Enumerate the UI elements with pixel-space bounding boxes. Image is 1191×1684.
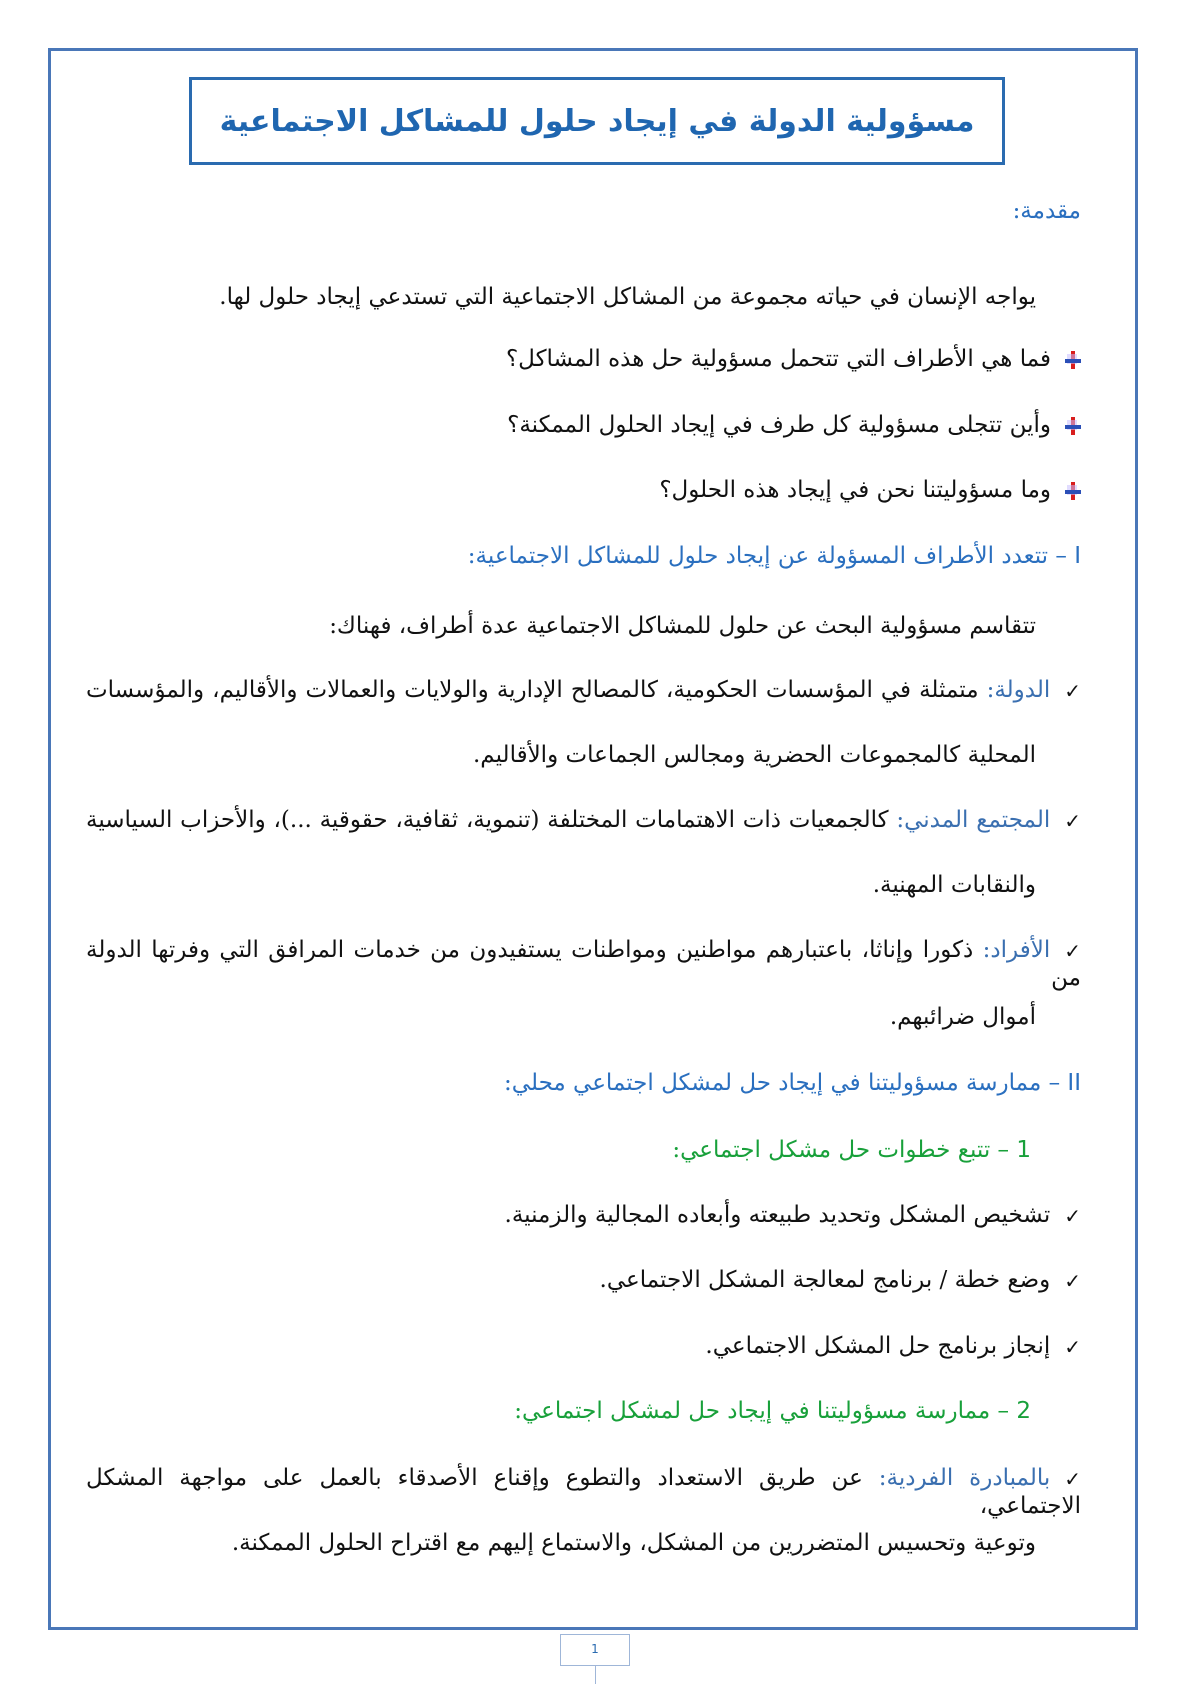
list-item-continuation: المحلية كالمجموعات الحضرية ومجالس الجماعات والأقاليم.	[473, 742, 1036, 768]
section-lead: تتقاسم مسؤولية البحث عن حلول للمشاكل الاجتماعية عدة أطراف، فهناك:	[329, 613, 1036, 639]
list-item: ✓الأفراد: ذكورا وإناثا، باعتبارهم مواطنين ومواطنات يستفيدون من خدمات المرافق التي وفرتها الدولة من	[86, 937, 1081, 991]
check-mark-icon: ✓	[1064, 1204, 1081, 1228]
list-item: ✓تشخيص المشكل وتحديد طبيعته وأبعاده المجالية والزمنية.	[504, 1202, 1081, 1228]
check-mark-icon: ✓	[1064, 1335, 1081, 1359]
list-item-continuation: وتوعية وتحسيس المتضررين من المشكل، والاستماع إليهم مع اقتراح الحلول الممكنة.	[231, 1530, 1036, 1556]
check-mark-icon: ✓	[1064, 809, 1081, 833]
question-item: فما هي الأطراف التي تتحمل مسؤولية حل هذه المشاكل؟	[506, 346, 1081, 374]
list-item-continuation: والنقابات المهنية.	[872, 872, 1036, 898]
list-item: ✓المجتمع المدني: كالجمعيات ذات الاهتمامات المختلفة (تنموية، ثقافية، حقوقية ...)، والأحزاب السياسية	[86, 807, 1081, 833]
section-heading: II – ممارسة مسؤوليتنا في إيجاد حل لمشكل اجتماعي محلي:	[504, 1070, 1081, 1096]
cross-bullet-icon	[1065, 417, 1081, 435]
list-item-continuation: أموال ضرائبهم.	[889, 1004, 1036, 1030]
list-item: ✓الدولة: متمثلة في المؤسسات الحكومية، كالمصالح الإدارية والولايات والعمالات والأقاليم، والمؤسسات	[86, 677, 1082, 703]
page-number-stem	[595, 1666, 596, 1684]
section-heading: I – تتعدد الأطراف المسؤولة عن إيجاد حلول للمشاكل الاجتماعية:	[467, 543, 1081, 569]
list-item: ✓وضع خطة / برنامج لمعالجة المشكل الاجتماعي.	[599, 1267, 1081, 1293]
list-item: ✓إنجاز برنامج حل المشكل الاجتماعي.	[705, 1333, 1081, 1359]
question-item: وأين تتجلى مسؤولية كل طرف في إيجاد الحلول الممكنة؟	[507, 412, 1081, 440]
intro-text: يواجه الإنسان في حياته مجموعة من المشاكل الاجتماعية التي تستدعي إيجاد حلول لها.	[219, 284, 1036, 310]
list-item: ✓بالمبادرة الفردية: عن طريق الاستعداد والتطوع وإقناع الأصدقاء بالعمل على مواجهة المشكل الاجتماعي،	[86, 1465, 1081, 1519]
question-item: وما مسؤوليتنا نحن في إيجاد هذه الحلول؟	[659, 477, 1081, 505]
page-number: 1	[560, 1634, 630, 1666]
check-mark-icon: ✓	[1064, 939, 1081, 963]
check-mark-icon: ✓	[1064, 1269, 1081, 1293]
subsection-heading: 1 – تتبع خطوات حل مشكل اجتماعي:	[672, 1137, 1031, 1163]
check-mark-icon: ✓	[1064, 679, 1082, 703]
subsection-heading: 2 – ممارسة مسؤوليتنا في إيجاد حل لمشكل اجتماعي:	[514, 1398, 1031, 1424]
check-mark-icon: ✓	[1064, 1467, 1081, 1491]
cross-bullet-icon	[1065, 351, 1081, 369]
intro-heading: مقدمة:	[1012, 198, 1081, 224]
cross-bullet-icon	[1065, 482, 1081, 500]
page-title: مسؤولية الدولة في إيجاد حلول للمشاكل الاجتماعية	[189, 77, 1005, 165]
